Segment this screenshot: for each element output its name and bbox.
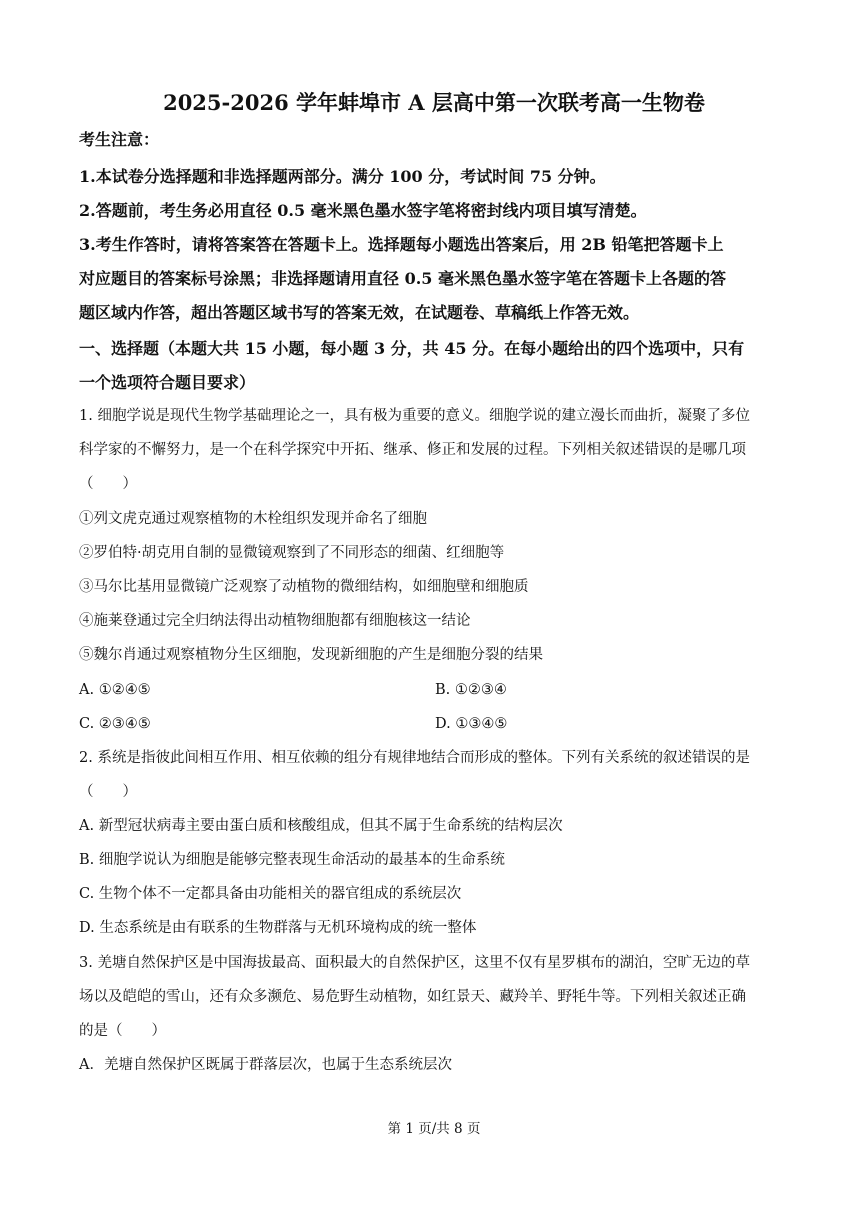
q1-stem-line-2: 科学家的不懈努力，是一个在科学探究中开拓、继承、修正和发展的过程。下列相关叙述错误的是哪几项 bbox=[79, 442, 746, 458]
section-heading-line-1: 一、选择题（本题大共 15 小题，每小题 3 分，共 45 分。在每小题给出的四个选项中，只有 bbox=[79, 339, 745, 358]
notice-item-3-line-2: 对应题目的答案标号涂黑；非选择题请用直径 0.5 毫米黑色墨水签字笔在答题卡上各题的答 bbox=[79, 269, 726, 288]
q1-option-a: A. ①②④⑤ bbox=[79, 682, 151, 698]
q1-option-b: B. ①②③④ bbox=[435, 682, 507, 698]
q1-option-c: C. ②③④⑤ bbox=[79, 716, 151, 732]
q1-stem-line-1: 1. 细胞学说是现代生物学基础理论之一，具有极为重要的意义。细胞学说的建立漫长而曲折，凝聚了多位 bbox=[79, 408, 750, 424]
q2-stem: 2. 系统是指彼此间相互作用、相互依赖的组分有规律地结合而形成的整体。下列有关系统的叙述错误的是 bbox=[79, 750, 750, 766]
q3-stem-line-3: 的是（ ） bbox=[79, 1023, 166, 1039]
notice-item-1: 1.本试卷分选择题和非选择题两部分。满分 100 分，考试时间 75 分钟。 bbox=[79, 167, 606, 186]
q2-option-c: C. 生物个体不一定都具备由功能相关的器官组成的系统层次 bbox=[79, 886, 462, 902]
q2-option-d: D. 生态系统是由有联系的生物群落与无机环境构成的统一整体 bbox=[79, 920, 477, 936]
q1-statement-1: ①列文虎克通过观察植物的木栓组织发现并命名了细胞 bbox=[79, 511, 427, 527]
q1-statement-4: ④施莱登通过完全归纳法得出动植物细胞都有细胞核这一结论 bbox=[79, 613, 471, 629]
q3-stem-line-1: 3. 羌塘自然保护区是中国海拔最高、面积最大的自然保护区，这里不仅有星罗棋布的湖泊，空旷无边的草 bbox=[79, 955, 750, 971]
notice-item-3-line-3: 题区域内作答，超出答题区域书写的答案无效，在试题卷、草稿纸上作答无效。 bbox=[79, 303, 640, 322]
q3-stem-line-2: 场以及皑皑的雪山，还有众多濒危、易危野生动植物，如红景天、藏羚羊、野牦牛等。下列相关叙述正确 bbox=[79, 989, 746, 1005]
q1-statement-3: ③马尔比基用显微镜广泛观察了动植物的微细结构，如细胞壁和细胞质 bbox=[79, 579, 529, 595]
q1-statement-2: ②罗伯特·胡克用自制的显微镜观察到了不同形态的细菌、红细胞等 bbox=[79, 545, 505, 561]
exam-title: 2025-2026 学年蚌埠市 A 层高中第一次联考高一生物卷 bbox=[163, 90, 705, 115]
q2-answer-blank: （ ） bbox=[79, 784, 137, 800]
section-heading-line-2: 一个选项符合题目要求） bbox=[79, 373, 256, 392]
q3-option-a: A．羌塘自然保护区既属于群落层次，也属于生态系统层次 bbox=[79, 1057, 452, 1073]
q1-option-d: D. ①③④⑤ bbox=[435, 716, 508, 732]
page-footer: 第 1 页/共 8 页 bbox=[387, 1121, 481, 1137]
notice-item-3-line-1: 3.考生作答时，请将答案答在答题卡上。选择题每小题选出答案后，用 2B 铅笔把答题卡上 bbox=[79, 235, 724, 254]
q2-option-a: A. 新型冠状病毒主要由蛋白质和核酸组成，但其不属于生命系统的结构层次 bbox=[79, 818, 563, 834]
q1-statement-5: ⑤魏尔肖通过观察植物分生区细胞，发现新细胞的产生是细胞分裂的结果 bbox=[79, 647, 543, 663]
notice-heading: 考生注意： bbox=[79, 130, 160, 149]
q1-answer-blank: （ ） bbox=[79, 476, 137, 492]
notice-item-2: 2.答题前，考生务必用直径 0.5 毫米黑色墨水签字笔将密封线内项目填写清楚。 bbox=[79, 201, 647, 220]
q2-option-b: B. 细胞学说认为细胞是能够完整表现生命活动的最基本的生命系统 bbox=[79, 852, 505, 868]
